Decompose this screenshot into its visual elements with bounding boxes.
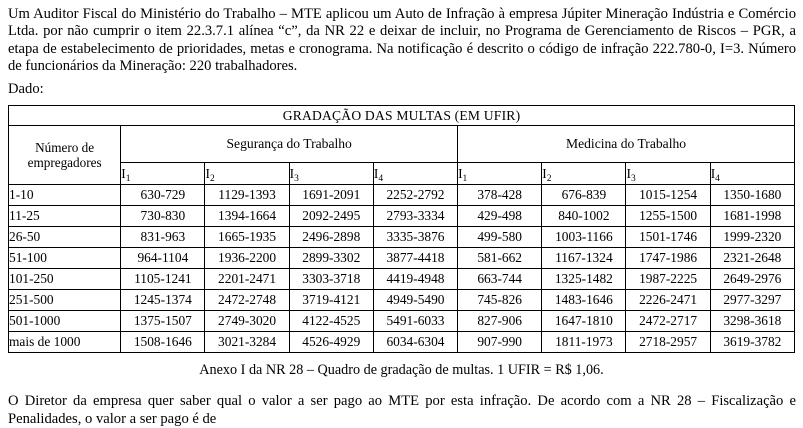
cell-value: 2899-3302 xyxy=(289,248,373,269)
subheader-medicina-i1: $I_1$ xyxy=(458,163,542,185)
cell-value: 2749-3020 xyxy=(205,311,289,332)
table-row xyxy=(9,206,795,227)
table-row xyxy=(9,311,795,332)
cell-value: 1255-1500 xyxy=(626,206,710,227)
subheader-medicina-i4: $I_4$ xyxy=(710,163,794,185)
cell-value: 907-990 xyxy=(458,332,542,353)
cell-value: 1811-1973 xyxy=(542,332,626,353)
dado-label: Dado: xyxy=(8,81,44,98)
row-label: 51-100 xyxy=(9,248,121,269)
cell-value: 2226-2471 xyxy=(626,290,710,311)
cell-value: 1987-2225 xyxy=(626,269,710,290)
row-label: mais de 1000 xyxy=(9,332,121,353)
subheader-seguranca-i3: $I_3$ xyxy=(289,163,373,185)
row-label: 251-500 xyxy=(9,290,121,311)
cell-value: 2793-3334 xyxy=(373,206,457,227)
table-title: GRADAÇÃO DAS MULTAS (EM UFIR) xyxy=(9,106,795,126)
cell-value: 429-498 xyxy=(458,206,542,227)
cell-value: 3877-4418 xyxy=(373,248,457,269)
row-label: 26-50 xyxy=(9,227,121,248)
cell-value: 831-963 xyxy=(121,227,205,248)
cell-value: 4526-4929 xyxy=(289,332,373,353)
cell-value: 2321-2648 xyxy=(710,248,794,269)
cell-value: 630-729 xyxy=(121,185,205,206)
cell-value: 1501-1746 xyxy=(626,227,710,248)
group-header-seguranca: Segurança do Trabalho xyxy=(121,126,458,163)
cell-value: 2252-2792 xyxy=(373,185,457,206)
row-label: 501-1000 xyxy=(9,311,121,332)
table-caption: Anexo I da NR 28 – Quadro de gradação de multas. 1 UFIR = R$ 1,06. xyxy=(199,362,604,379)
row-label: 11-25 xyxy=(9,206,121,227)
cell-value: 2649-2976 xyxy=(710,269,794,290)
cell-value: 1375-1507 xyxy=(121,311,205,332)
table-row xyxy=(9,269,795,290)
subheader-seguranca-i2: $I_2$ xyxy=(205,163,289,185)
subheader-seguranca-i4: $I_4$ xyxy=(373,163,457,185)
cell-value: 1394-1664 xyxy=(205,206,289,227)
cell-value: 4949-5490 xyxy=(373,290,457,311)
subheader-seguranca-i1: $I_1$ xyxy=(121,163,205,185)
cell-value: 745-826 xyxy=(458,290,542,311)
cell-value: 1483-1646 xyxy=(542,290,626,311)
cell-value: 2092-2495 xyxy=(289,206,373,227)
cell-value: 663-744 xyxy=(458,269,542,290)
cell-value: 1105-1241 xyxy=(121,269,205,290)
cell-value: 1936-2200 xyxy=(205,248,289,269)
cell-value: 1999-2320 xyxy=(710,227,794,248)
cell-value: 1245-1374 xyxy=(121,290,205,311)
table-row xyxy=(9,332,795,353)
cell-value: 1647-1810 xyxy=(542,311,626,332)
cell-value: 4419-4948 xyxy=(373,269,457,290)
row-label: 101-250 xyxy=(9,269,121,290)
table-row xyxy=(9,290,795,311)
cell-value: 2718-2957 xyxy=(626,332,710,353)
cell-value: 1129-1393 xyxy=(205,185,289,206)
row-header-label: Número de empregadores xyxy=(9,126,121,185)
group-header-medicina: Medicina do Trabalho xyxy=(458,126,795,163)
cell-value: 4122-4525 xyxy=(289,311,373,332)
cell-value: 1508-1646 xyxy=(121,332,205,353)
cell-value: 840-1002 xyxy=(542,206,626,227)
cell-value: 2496-2898 xyxy=(289,227,373,248)
cell-value: 1665-1935 xyxy=(205,227,289,248)
row-label: 1-10 xyxy=(9,185,121,206)
cell-value: 3335-3876 xyxy=(373,227,457,248)
cell-value: 1691-2091 xyxy=(289,185,373,206)
table-row xyxy=(9,227,795,248)
cell-value: 2472-2717 xyxy=(626,311,710,332)
cell-value: 2472-2748 xyxy=(205,290,289,311)
cell-value: 1747-1986 xyxy=(626,248,710,269)
cell-value: 1325-1482 xyxy=(542,269,626,290)
table-row xyxy=(9,185,795,206)
cell-value: 1350-1680 xyxy=(710,185,794,206)
cell-value: 581-662 xyxy=(458,248,542,269)
cell-value: 6034-6304 xyxy=(373,332,457,353)
cell-value: 676-839 xyxy=(542,185,626,206)
cell-value: 1003-1166 xyxy=(542,227,626,248)
table-title-row xyxy=(9,106,795,126)
cell-value: 378-428 xyxy=(458,185,542,206)
cell-value: 2201-2471 xyxy=(205,269,289,290)
cell-value: 730-830 xyxy=(121,206,205,227)
cell-value: 1015-1254 xyxy=(626,185,710,206)
cell-value: 1167-1324 xyxy=(542,248,626,269)
cell-value: 827-906 xyxy=(458,311,542,332)
subheader-medicina-i3: $I_3$ xyxy=(626,163,710,185)
cell-value: 5491-6033 xyxy=(373,311,457,332)
intro-paragraph: Um Auditor Fiscal do Ministério do Trabalho – MTE aplicou um Auto de Infração à empresa Júpiter Mineração Indústria e Comércio Ltda. por não cumprir o item 22.3.7.1 alínea “c”, da NR 22 e deixar de incluir, no Programa de Gerenciamento de Riscos – PGR, a etapa de estabelecimento de prioridades, metas e cronograma. Na notificação é descrito o código de infração 222.780-0, I=3. Número de funcionários da Mineração: 220 trabalhadores. xyxy=(8,6,796,74)
subheader-medicina-i2: $I_2$ xyxy=(542,163,626,185)
cell-value: 1681-1998 xyxy=(710,206,794,227)
cell-value: 3303-3718 xyxy=(289,269,373,290)
table-row xyxy=(9,248,795,269)
cell-value: 2977-3297 xyxy=(710,290,794,311)
cell-value: 3021-3284 xyxy=(205,332,289,353)
cell-value: 3719-4121 xyxy=(289,290,373,311)
cell-value: 3619-3782 xyxy=(710,332,794,353)
cell-value: 499-580 xyxy=(458,227,542,248)
table-group-row xyxy=(9,126,795,163)
fines-grading-table xyxy=(8,105,795,353)
cell-value: 964-1104 xyxy=(121,248,205,269)
table-subheader-row xyxy=(9,163,795,185)
closing-paragraph: O Diretor da empresa quer saber qual o valor a ser pago ao MTE por esta infração. De acordo com a NR 28 – Fiscalização e Penalidades, o valor a ser pago é de xyxy=(8,393,796,427)
cell-value: 3298-3618 xyxy=(710,311,794,332)
